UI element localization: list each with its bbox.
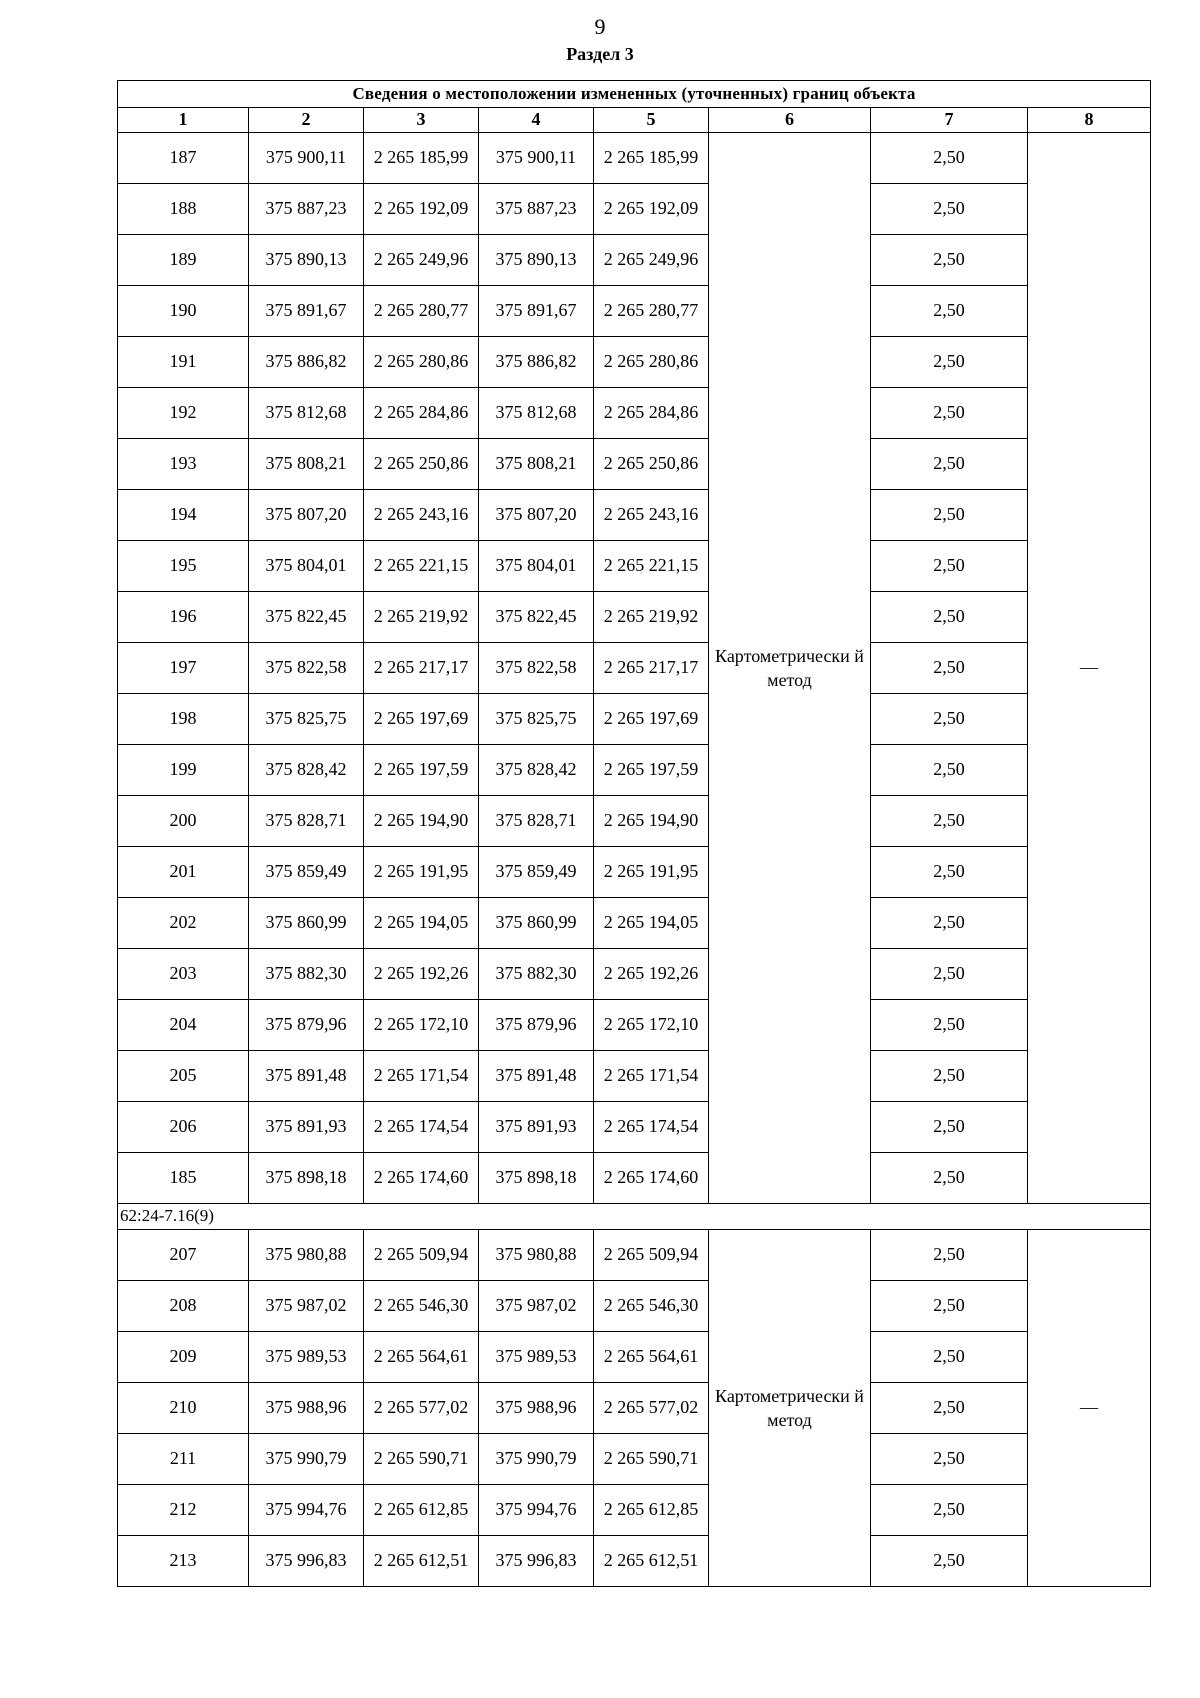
accuracy: 2,50 [871, 388, 1028, 439]
old-y: 2 265 194,90 [364, 796, 479, 847]
old-x: 375 900,11 [249, 133, 364, 184]
old-x: 375 825,75 [249, 694, 364, 745]
section-title: Раздел 3 [566, 44, 634, 64]
accuracy: 2,50 [871, 1332, 1028, 1383]
table-row [118, 1102, 1151, 1153]
new-y: 2 265 564,61 [594, 1332, 709, 1383]
point-number: 205 [118, 1051, 249, 1102]
new-x: 375 990,79 [479, 1434, 594, 1485]
accuracy: 2,50 [871, 1383, 1028, 1434]
old-y: 2 265 192,09 [364, 184, 479, 235]
table-row [118, 133, 1151, 184]
new-x: 375 900,11 [479, 133, 594, 184]
accuracy: 2,50 [871, 1281, 1028, 1332]
column-number: 6 [709, 108, 871, 133]
column-number: 1 [118, 108, 249, 133]
point-number: 204 [118, 1000, 249, 1051]
old-y: 2 265 197,59 [364, 745, 479, 796]
old-y: 2 265 219,92 [364, 592, 479, 643]
accuracy: 2,50 [871, 1000, 1028, 1051]
page-number: 9 [594, 14, 606, 39]
point-number: 196 [118, 592, 249, 643]
new-y: 2 265 249,96 [594, 235, 709, 286]
accuracy: 2,50 [871, 184, 1028, 235]
point-number: 190 [118, 286, 249, 337]
old-y: 2 265 280,77 [364, 286, 479, 337]
point-number: 187 [118, 133, 249, 184]
new-x: 375 882,30 [479, 949, 594, 1000]
old-x: 375 898,18 [249, 1153, 364, 1204]
new-x: 375 988,96 [479, 1383, 594, 1434]
parcel-label-row [118, 1204, 1151, 1230]
point-number: 197 [118, 643, 249, 694]
table-row [118, 592, 1151, 643]
old-y: 2 265 197,69 [364, 694, 479, 745]
accuracy: 2,50 [871, 796, 1028, 847]
new-x: 375 886,82 [479, 337, 594, 388]
boundary-table [117, 80, 1151, 1587]
accuracy: 2,50 [871, 133, 1028, 184]
table-row [118, 388, 1151, 439]
accuracy: 2,50 [871, 847, 1028, 898]
new-x: 375 989,53 [479, 1332, 594, 1383]
point-number: 200 [118, 796, 249, 847]
new-x: 375 891,93 [479, 1102, 594, 1153]
new-x: 375 891,48 [479, 1051, 594, 1102]
accuracy: 2,50 [871, 490, 1028, 541]
old-y: 2 265 590,71 [364, 1434, 479, 1485]
old-y: 2 265 171,54 [364, 1051, 479, 1102]
old-y: 2 265 174,54 [364, 1102, 479, 1153]
new-x: 375 879,96 [479, 1000, 594, 1051]
table-row [118, 1383, 1151, 1434]
point-number: 206 [118, 1102, 249, 1153]
old-x: 375 886,82 [249, 337, 364, 388]
table-row [118, 643, 1151, 694]
point-number: 207 [118, 1230, 249, 1281]
column-number: 4 [479, 108, 594, 133]
table-row [118, 1153, 1151, 1204]
old-x: 375 812,68 [249, 388, 364, 439]
new-y: 2 265 197,59 [594, 745, 709, 796]
new-y: 2 265 243,16 [594, 490, 709, 541]
point-number: 213 [118, 1536, 249, 1587]
method-cell: Картометрически й метод [709, 1230, 871, 1587]
new-y: 2 265 171,54 [594, 1051, 709, 1102]
new-x: 375 825,75 [479, 694, 594, 745]
point-number: 185 [118, 1153, 249, 1204]
new-y: 2 265 509,94 [594, 1230, 709, 1281]
new-x: 375 887,23 [479, 184, 594, 235]
accuracy: 2,50 [871, 1536, 1028, 1587]
point-number: 199 [118, 745, 249, 796]
table-row [118, 949, 1151, 1000]
table-row [118, 1000, 1151, 1051]
old-x: 375 879,96 [249, 1000, 364, 1051]
old-y: 2 265 243,16 [364, 490, 479, 541]
new-y: 2 265 546,30 [594, 1281, 709, 1332]
accuracy: 2,50 [871, 1485, 1028, 1536]
old-y: 2 265 217,17 [364, 643, 479, 694]
old-y: 2 265 221,15 [364, 541, 479, 592]
old-x: 375 860,99 [249, 898, 364, 949]
table-row [118, 1536, 1151, 1587]
accuracy: 2,50 [871, 949, 1028, 1000]
point-number: 208 [118, 1281, 249, 1332]
new-x: 375 980,88 [479, 1230, 594, 1281]
new-x: 375 996,83 [479, 1536, 594, 1587]
point-number: 211 [118, 1434, 249, 1485]
new-y: 2 265 194,05 [594, 898, 709, 949]
new-y: 2 265 192,26 [594, 949, 709, 1000]
table-row [118, 694, 1151, 745]
table-row [118, 1281, 1151, 1332]
table-row [118, 439, 1151, 490]
old-x: 375 989,53 [249, 1332, 364, 1383]
point-number: 203 [118, 949, 249, 1000]
new-x: 375 812,68 [479, 388, 594, 439]
old-x: 375 828,42 [249, 745, 364, 796]
new-y: 2 265 284,86 [594, 388, 709, 439]
new-x: 375 828,42 [479, 745, 594, 796]
old-y: 2 265 192,26 [364, 949, 479, 1000]
column-8-dash: — [1028, 133, 1151, 1204]
point-number: 212 [118, 1485, 249, 1536]
old-y: 2 265 612,85 [364, 1485, 479, 1536]
old-y: 2 265 509,94 [364, 1230, 479, 1281]
column-number: 3 [364, 108, 479, 133]
column-number: 7 [871, 108, 1028, 133]
new-y: 2 265 191,95 [594, 847, 709, 898]
point-number: 188 [118, 184, 249, 235]
new-x: 375 898,18 [479, 1153, 594, 1204]
new-y: 2 265 280,77 [594, 286, 709, 337]
new-y: 2 265 250,86 [594, 439, 709, 490]
point-number: 195 [118, 541, 249, 592]
new-x: 375 804,01 [479, 541, 594, 592]
old-y: 2 265 174,60 [364, 1153, 479, 1204]
old-y: 2 265 250,86 [364, 439, 479, 490]
old-x: 375 994,76 [249, 1485, 364, 1536]
new-y: 2 265 221,15 [594, 541, 709, 592]
point-number: 189 [118, 235, 249, 286]
new-x: 375 828,71 [479, 796, 594, 847]
new-x: 375 890,13 [479, 235, 594, 286]
point-number: 209 [118, 1332, 249, 1383]
point-number: 191 [118, 337, 249, 388]
point-number: 201 [118, 847, 249, 898]
new-x: 375 891,67 [479, 286, 594, 337]
table-row [118, 490, 1151, 541]
column-number: 8 [1028, 108, 1151, 133]
old-x: 375 988,96 [249, 1383, 364, 1434]
old-x: 375 990,79 [249, 1434, 364, 1485]
point-number: 192 [118, 388, 249, 439]
table-row [118, 745, 1151, 796]
point-number: 193 [118, 439, 249, 490]
new-x: 375 859,49 [479, 847, 594, 898]
accuracy: 2,50 [871, 1051, 1028, 1102]
old-x: 375 859,49 [249, 847, 364, 898]
new-x: 375 822,58 [479, 643, 594, 694]
point-number: 194 [118, 490, 249, 541]
table-row [118, 337, 1151, 388]
new-y: 2 265 280,86 [594, 337, 709, 388]
table-row [118, 235, 1151, 286]
old-x: 375 822,58 [249, 643, 364, 694]
accuracy: 2,50 [871, 745, 1028, 796]
new-x: 375 860,99 [479, 898, 594, 949]
old-y: 2 265 249,96 [364, 235, 479, 286]
old-y: 2 265 185,99 [364, 133, 479, 184]
old-x: 375 804,01 [249, 541, 364, 592]
old-x: 375 987,02 [249, 1281, 364, 1332]
old-y: 2 265 546,30 [364, 1281, 479, 1332]
accuracy: 2,50 [871, 694, 1028, 745]
new-x: 375 807,20 [479, 490, 594, 541]
new-y: 2 265 217,17 [594, 643, 709, 694]
old-x: 375 890,13 [249, 235, 364, 286]
new-x: 375 822,45 [479, 592, 594, 643]
old-x: 375 828,71 [249, 796, 364, 847]
table-row [118, 1230, 1151, 1281]
column-number: 5 [594, 108, 709, 133]
accuracy: 2,50 [871, 235, 1028, 286]
new-x: 375 808,21 [479, 439, 594, 490]
accuracy: 2,50 [871, 439, 1028, 490]
column-8-dash: — [1028, 1230, 1151, 1587]
parcel-label: 62:24-7.16(9) [118, 1204, 1151, 1230]
old-y: 2 265 280,86 [364, 337, 479, 388]
table-row [118, 1332, 1151, 1383]
point-number: 198 [118, 694, 249, 745]
new-y: 2 265 172,10 [594, 1000, 709, 1051]
old-x: 375 887,23 [249, 184, 364, 235]
accuracy: 2,50 [871, 643, 1028, 694]
accuracy: 2,50 [871, 286, 1028, 337]
table-row [118, 1051, 1151, 1102]
table-row [118, 898, 1151, 949]
table-row [118, 541, 1151, 592]
old-x: 375 891,48 [249, 1051, 364, 1102]
accuracy: 2,50 [871, 541, 1028, 592]
table-row [118, 847, 1151, 898]
old-x: 375 980,88 [249, 1230, 364, 1281]
new-y: 2 265 612,85 [594, 1485, 709, 1536]
accuracy: 2,50 [871, 1434, 1028, 1485]
accuracy: 2,50 [871, 337, 1028, 388]
new-y: 2 265 192,09 [594, 184, 709, 235]
old-x: 375 807,20 [249, 490, 364, 541]
new-y: 2 265 219,92 [594, 592, 709, 643]
table-row [118, 184, 1151, 235]
column-number: 2 [249, 108, 364, 133]
old-x: 375 996,83 [249, 1536, 364, 1587]
accuracy: 2,50 [871, 1102, 1028, 1153]
old-y: 2 265 564,61 [364, 1332, 479, 1383]
new-y: 2 265 612,51 [594, 1536, 709, 1587]
old-y: 2 265 284,86 [364, 388, 479, 439]
table-row [118, 1485, 1151, 1536]
old-y: 2 265 172,10 [364, 1000, 479, 1051]
table-row [118, 1434, 1151, 1485]
new-y: 2 265 194,90 [594, 796, 709, 847]
old-y: 2 265 612,51 [364, 1536, 479, 1587]
point-number: 210 [118, 1383, 249, 1434]
old-x: 375 882,30 [249, 949, 364, 1000]
old-x: 375 891,67 [249, 286, 364, 337]
new-y: 2 265 577,02 [594, 1383, 709, 1434]
new-y: 2 265 174,54 [594, 1102, 709, 1153]
method-cell: Картометрически й метод [709, 133, 871, 1204]
new-x: 375 994,76 [479, 1485, 594, 1536]
column-number-row [118, 108, 1151, 133]
new-y: 2 265 174,60 [594, 1153, 709, 1204]
old-x: 375 891,93 [249, 1102, 364, 1153]
accuracy: 2,50 [871, 898, 1028, 949]
point-number: 202 [118, 898, 249, 949]
table-row [118, 796, 1151, 847]
new-y: 2 265 185,99 [594, 133, 709, 184]
accuracy: 2,50 [871, 1230, 1028, 1281]
accuracy: 2,50 [871, 592, 1028, 643]
old-y: 2 265 194,05 [364, 898, 479, 949]
old-y: 2 265 191,95 [364, 847, 479, 898]
table-caption: Сведения о местоположении измененных (уточненных) границ объекта [118, 81, 1151, 108]
new-x: 375 987,02 [479, 1281, 594, 1332]
accuracy: 2,50 [871, 1153, 1028, 1204]
table-row [118, 286, 1151, 337]
new-y: 2 265 590,71 [594, 1434, 709, 1485]
old-x: 375 822,45 [249, 592, 364, 643]
old-x: 375 808,21 [249, 439, 364, 490]
old-y: 2 265 577,02 [364, 1383, 479, 1434]
new-y: 2 265 197,69 [594, 694, 709, 745]
